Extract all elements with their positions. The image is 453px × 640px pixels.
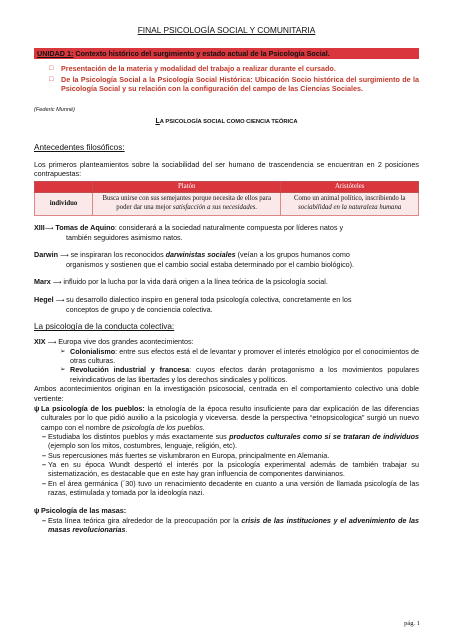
antecedentes-title: Antecedentes filosóficos: — [34, 143, 125, 153]
intro-item: □ De la Psicología Social a la Psicología Social Histórica: Ubicación Socio histórica del surgimiento de la Psicología Social y su relación con la configuración del campo de las Ciencias Sociales. — [51, 75, 419, 94]
cell-aristoteles-text: Como un animal político, inscribiendo la — [294, 195, 406, 203]
arrow-icon: ⟶ — [52, 279, 62, 287]
pueblos-text: la etnología de la época resulto insuficiente para dar explicación de las diferencias culturales por lo que pidió auxilio a la psicología y viceversa. desde la perspectiva “etnopsicologica” surgió un nuevo campo con el nombre de — [41, 403, 420, 432]
arrow-icon: ⟶ — [44, 225, 54, 233]
entry-darwin — [34, 250, 419, 269]
entry-hegel — [34, 295, 419, 314]
darwin-text3: organismos y sostienen que el cambio social estaba determinado por el cambio biológico). — [66, 259, 355, 269]
tomas-text2: también seguidores asimismo natos. — [66, 232, 183, 242]
item-text: Esta línea teórica gira alrededor de la preocupación por la — [48, 515, 242, 525]
cell-platon-italic: satisfacción a sus necesidades. — [172, 204, 258, 212]
tomas-century: XIII — [34, 223, 45, 233]
pueblos-list — [42, 432, 419, 498]
list-item — [42, 451, 419, 460]
item-text: Estudiaba los distintos pueblos y más exactamente sus — [48, 431, 230, 441]
darwin-text2: (veían a los grupos humanos como — [235, 250, 350, 260]
list-item — [60, 365, 419, 384]
pueblos-italic: psicología de los pueblos. — [122, 422, 205, 432]
intro-item: □ Presentación de la materia y modalidad del trabajo a realizar durante el cursado. — [51, 64, 419, 73]
table-corner — [35, 181, 93, 193]
list-item — [42, 516, 419, 535]
hegel-text1: su desarrollo dialectico inspiro en general toda psicología colectiva, concretamente en los — [64, 295, 352, 305]
conducta-title: La psicología de la conducta colectiva: — [34, 322, 175, 332]
event-name: Revolución industrial y francesa — [70, 365, 190, 375]
philosophers-table — [34, 181, 419, 216]
cell-platon — [93, 193, 281, 216]
event-text: : cuyos efectos darán protagonismo a los movimientos populares reivindicativos de las libertades y los derechos sindicales y políticos. — [70, 365, 419, 384]
page-number: pág. 1 — [404, 619, 420, 627]
masas-title: Psicología de las masas: — [41, 506, 127, 516]
xix-line — [34, 337, 419, 347]
unit-text: Contexto histórico del surgimiento y estado actual de la Psicología Social. — [75, 48, 330, 58]
tomas-name: Tomas de Aquino — [55, 223, 115, 233]
cell-aristoteles — [281, 193, 419, 216]
arrow-icon: ⟶ — [55, 297, 65, 305]
arrow-icon: ⟶ — [47, 338, 57, 346]
darwin-name: Darwin — [34, 250, 58, 260]
antecedentes-intro: Los primeros planteamientos sobre la sociabilidad del ser humano de trascendencia se encuentran en 2 posiciones contrapuestas: — [34, 159, 419, 179]
entry-marx — [34, 277, 419, 287]
unit-label: UNIDAD 1: — [37, 48, 74, 58]
entry-tomas — [34, 223, 419, 242]
item-text: En el área germánica (´30) tuvo un renacimiento decadente en cuanto a una versión de llamada psicología de las razas, estimulada y tomada por la ideología nazi. — [48, 478, 419, 498]
sub-heading — [34, 117, 419, 127]
event-name: Colonialismo — [70, 346, 116, 356]
masas-block — [34, 506, 419, 515]
marx-text: influido por la lucha por la vida dará origen a la línea teórica de la psicología social. — [61, 277, 328, 287]
darwin-text1: se inspiraran los reconocidos — [68, 250, 166, 260]
events-list — [60, 347, 419, 384]
sub-heading-cap: L — [155, 117, 160, 125]
header-aristoteles: Aristóteles — [281, 181, 419, 193]
hegel-name: Hegel — [34, 295, 54, 305]
item-text: Ya en su época Wundt despertó el interés por la psicología experimental además de también trabajar su sistematización, es destacable que en este hay gran influencia de componentes darwinianos. — [48, 460, 419, 479]
masas-list — [42, 516, 419, 535]
pueblos-title: La psicología de los pueblos: — [41, 403, 145, 413]
item-text: (ejemplo son los mitos, costumbres, lenguaje, religión, etc). — [48, 441, 237, 451]
darwin-bold-italic: darwinistas sociales — [165, 250, 236, 260]
item-bold-italic: productos culturales como si se trataran de individuos — [229, 431, 420, 441]
list-item — [42, 432, 419, 451]
author-credit: (Federic Munné) — [34, 107, 76, 114]
document-title: FINAL PSICOLOGÍA SOCIAL Y COMUNITARIA — [137, 25, 316, 35]
conducta-summary: Ambos acontecimientos originan en la investigación psicosocial, centrada en el comportamiento colectivo una doble vertiente: — [34, 384, 419, 403]
event-text: : entre sus efectos está el de levantar y promover el interés etnológico por el conocimientos de otras culturas. — [70, 346, 419, 366]
pueblos-block — [34, 404, 419, 432]
tomas-text1: : considerará a la sociedad naturalmente compuesta por líderes natos y — [114, 223, 344, 233]
xix-label: XIX — [34, 336, 46, 346]
cell-aristoteles-italic: sociabilidad en la naturaleza humana — [298, 204, 402, 212]
cell-platon-text: Busca unirse con sus semejantes porque necesita de ellos para poder dar una mejor — [102, 195, 271, 212]
unit-banner — [34, 48, 419, 59]
marx-name: Marx — [34, 277, 51, 287]
item-bold-italic: crisis de las instituciones y el advenimiento de las masas revolucionarias — [48, 515, 419, 535]
arrow-icon: ⟶ — [59, 252, 69, 260]
xix-text: Europa vive dos grandes acontecimientos: — [56, 336, 194, 346]
header-platon: Platón — [93, 181, 281, 193]
item-text: . — [125, 525, 128, 535]
hegel-text2: conceptos de grupo y de conciencia colectiva. — [66, 304, 213, 314]
intro-list — [51, 64, 419, 93]
list-item — [42, 479, 419, 498]
list-item — [60, 347, 419, 366]
list-item — [42, 460, 419, 479]
item-text: Sus repercusiones más fuertes se vislumbraron en Europa, principalmente en Alemania. — [48, 450, 330, 460]
sub-heading-rest: A PSICOLOGÍA SOCIAL COMO CIENCIA TEÓRICA — [159, 118, 298, 125]
row-label-individuo: individuo — [35, 193, 93, 216]
